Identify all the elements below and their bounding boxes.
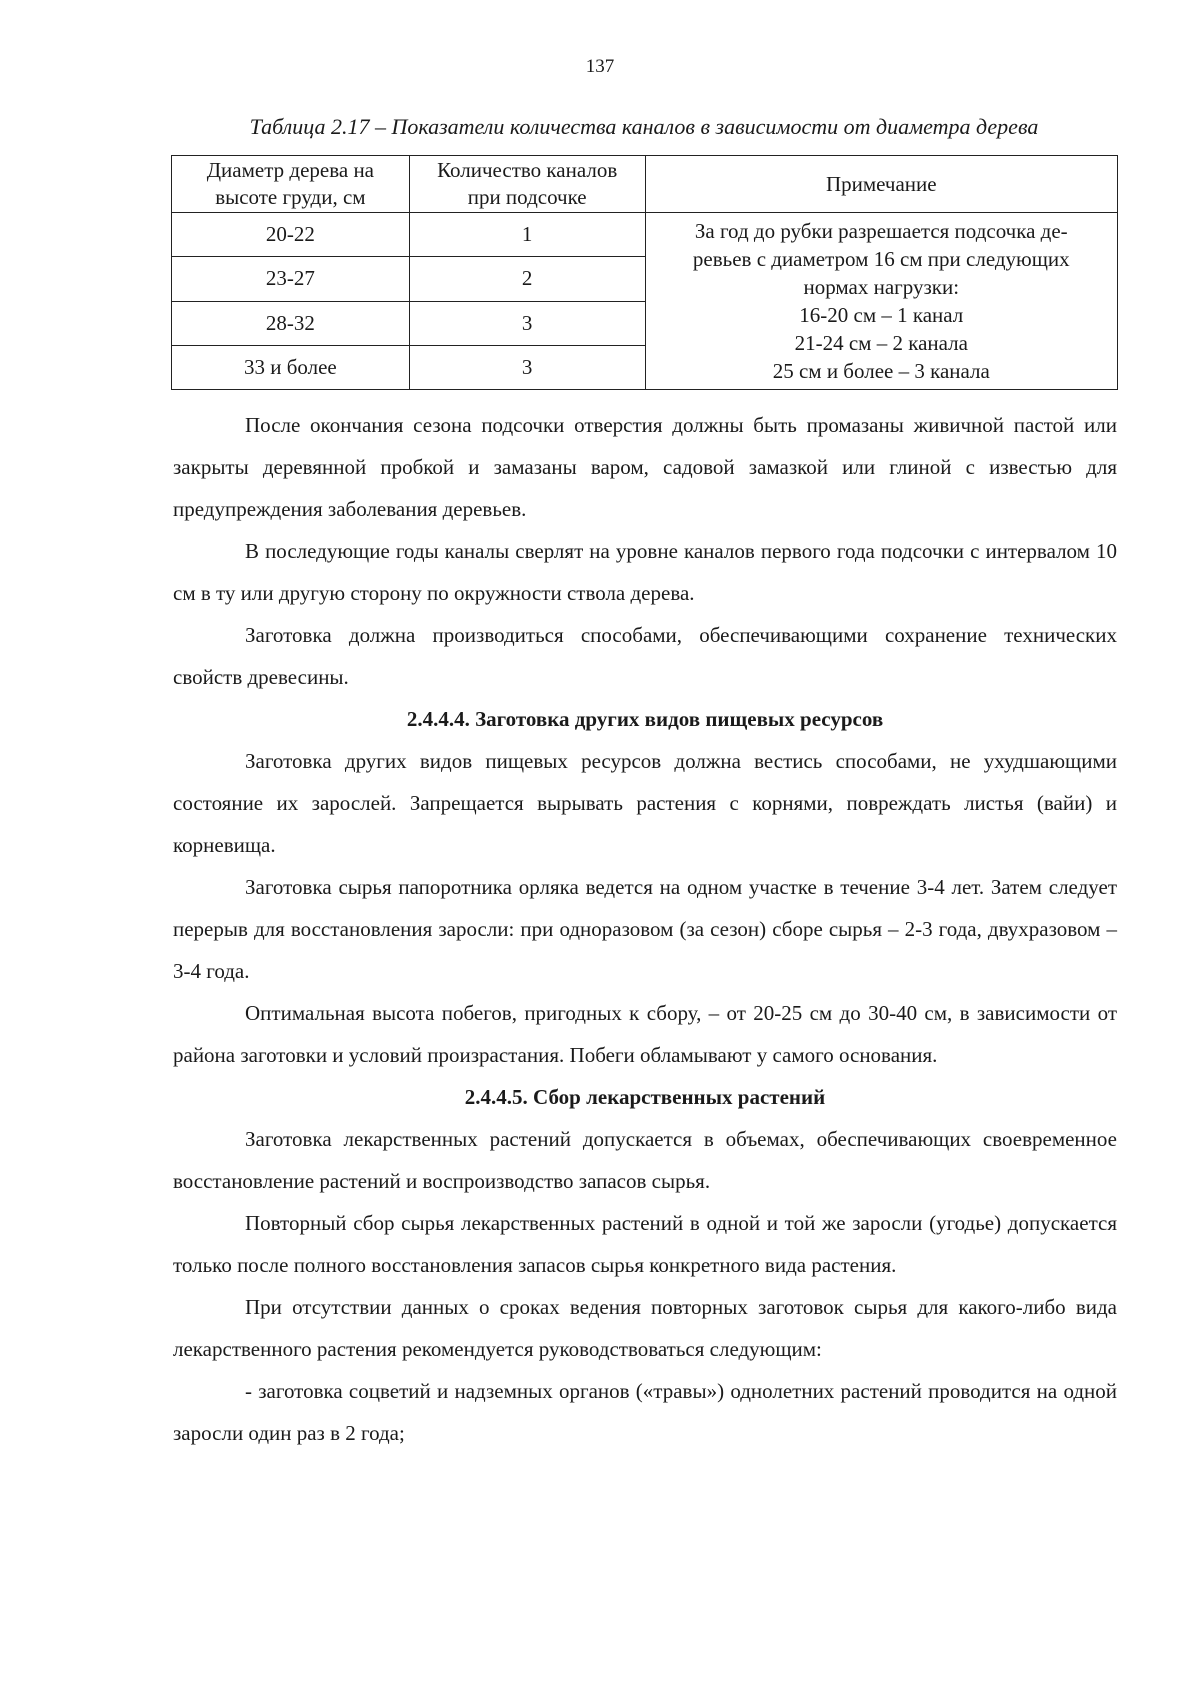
- paragraph: Оптимальная высота побегов, пригодных к сбору, – от 20-25 см до 30-40 см, в зависимости от района заготовки и условий произрастания. Побеги обламывают у самого основания.: [173, 1001, 1117, 1067]
- cell-channels: 1: [409, 213, 645, 257]
- cell-diameter: 28-32: [172, 301, 410, 345]
- cell-diameter: 20-22: [172, 213, 410, 257]
- cell-channels: 2: [409, 257, 645, 301]
- paragraph: При отсутствии данных о сроках ведения повторных заготовок сырья для какого-либо вида лекарственного растения рекомендуется руководствоваться следующим:: [173, 1295, 1117, 1361]
- cell-channels: 3: [409, 301, 645, 345]
- cell-diameter: 23-27: [172, 257, 410, 301]
- page-number: 137: [585, 56, 615, 77]
- paragraph: В последующие годы каналы сверлят на уровне каналов первого года подсочки с интервалом 10 см в ту или другую сторону по окружности ствола дерева.: [173, 539, 1117, 605]
- paragraph: Заготовка сырья папоротника орляка ведется на одном участке в течение 3-4 лет. Затем следует перерыв для восстановления заросли: при одноразовом (за сезон) сборе сырья – 2-3 года, двухразовом – 3-4 года.: [173, 875, 1117, 983]
- table-row: [172, 213, 1118, 257]
- cell-note: За год до рубки разрешается подсочка де- ревьев с диаметром 16 см при следующих нормах нагрузки: 16-20 см – 1 канал 21-24 см – 2 канала 25 см и более – 3 канала: [645, 213, 1117, 390]
- paragraph: - заготовка соцветий и надземных органов («травы») однолетних растений проводится на одной заросли один раз в 2 года;: [173, 1379, 1117, 1445]
- paragraph: Заготовка других видов пищевых ресурсов должна вестись способами, не ухудшающими состояние их зарослей. Запрещается вырывать растения с корнями, повреждать листья (вайи) и корневища.: [173, 749, 1117, 857]
- channels-table: [171, 155, 1118, 390]
- paragraph: Повторный сбор сырья лекарственных растений в одной и той же заросли (угодье) допускается только после полного восстановления запасов сырья конкретного вида растения.: [173, 1211, 1117, 1277]
- section-heading: 2.4.4.4. Заготовка других видов пищевых ресурсов: [406, 707, 884, 731]
- header-diameter: Диаметр дерева на высоте груди, см: [172, 156, 410, 213]
- paragraph: Заготовка лекарственных растений допускается в объемах, обеспечивающих своевременное восстановление растений и воспроизводство запасов сырья.: [173, 1127, 1117, 1193]
- body-text: [173, 404, 1117, 1454]
- table-caption: Таблица 2.17 – Показатели количества каналов в зависимости от диаметра дерева: [249, 114, 1039, 139]
- table-header-row: [172, 156, 1118, 213]
- paragraph: После окончания сезона подсочки отверстия должны быть промазаны живичной пастой или закрыты деревянной пробкой и замазаны варом, садовой замазкой или глиной с известью для предупреждения заболевания деревьев.: [173, 413, 1117, 521]
- section-heading: 2.4.4.5. Сбор лекарственных растений: [464, 1085, 826, 1109]
- cell-diameter: 33 и более: [172, 345, 410, 389]
- header-channels: Количество каналов при подсочке: [409, 156, 645, 213]
- header-note: Примечание: [645, 156, 1117, 213]
- paragraph: Заготовка должна производиться способами, обеспечивающими сохранение технических свойств древесины.: [173, 623, 1117, 689]
- cell-channels: 3: [409, 345, 645, 389]
